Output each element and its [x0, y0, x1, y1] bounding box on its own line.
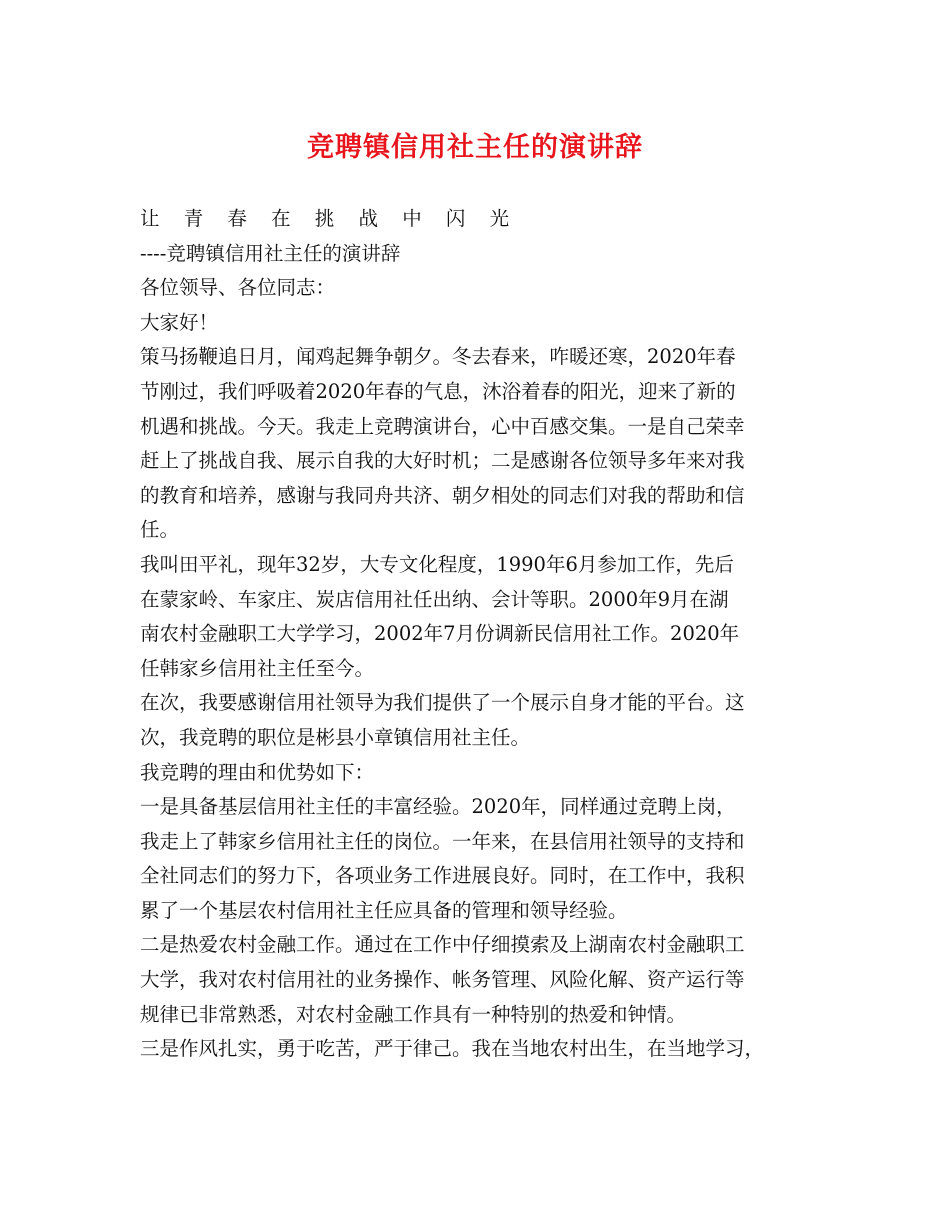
paragraph-line: 机遇和挑战。今天。我走上竞聘演讲台，心中百感交集。一是自己荣幸	[140, 414, 745, 438]
paragraph-line: 二是热爱农村金融工作。通过在工作中仔细摸索及上湖南农村金融职工	[140, 933, 745, 957]
paragraph-line: 在次，我要感谢信用社领导为我们提供了一个展示自身才能的平台。这	[140, 691, 745, 715]
speech-subheading: ----竞聘镇信用社主任的演讲辞	[140, 241, 401, 265]
document-title: 竞聘镇信用社主任的演讲辞	[307, 132, 643, 163]
paragraph-line: 规律已非常熟悉，对农村金融工作具有一种特别的热爱和钟情。	[140, 1002, 687, 1026]
paragraph-line: 各位领导、各位同志：	[140, 276, 336, 300]
paragraph-line: 任。	[140, 518, 180, 542]
paragraph-line: 我竞聘的理由和优势如下：	[140, 760, 375, 784]
paragraph-line: 我叫田平礼，现年32岁，大专文化程度，1990年6月参加工作，先后	[140, 552, 734, 576]
paragraph-line: 策马扬鞭追日月，闻鸡起舞争朝夕。冬去春来，咋暖还寒，2020年春	[140, 345, 736, 369]
paragraph-line: 一是具备基层信用社主任的丰富经验。2020年，同样通过竞聘上岗，	[140, 795, 736, 819]
paragraph-line: 任韩家乡信用社主任至今。	[140, 656, 375, 680]
paragraph-line: 我走上了韩家乡信用社主任的岗位。一年来，在县信用社领导的支持和	[140, 829, 745, 853]
paragraph-line: 节刚过，我们呼吸着2020年春的气息，沐浴着春的阳光，迎来了新的	[140, 379, 736, 403]
paragraph-line: 南农村金融职工大学学习，2002年7月份调新民信用社工作。2020年	[140, 622, 740, 646]
paragraph-line: 赶上了挑战自我、展示自我的大好时机；二是感谢各位领导多年来对我	[140, 449, 745, 473]
paragraph-line: 大学，我对农村信用社的业务操作、帐务管理、风险化解、资产运行等	[140, 968, 745, 992]
paragraph-line: 累了一个基层农村信用社主任应具备的管理和领导经验。	[140, 898, 628, 922]
paragraph-line: 大家好！	[140, 310, 219, 334]
speech-heading: 让 青 春 在 挑 战 中 闪 光	[140, 207, 519, 230]
paragraph-line: 次，我竞聘的职位是彬县小章镇信用社主任。	[140, 725, 531, 749]
paragraph-line: 在蒙家岭、车家庄、炭店信用社任出纳、会计等职。2000年9月在湖	[140, 587, 729, 611]
paragraph-line: 的教育和培养，感谢与我同舟共济、朝夕相处的同志们对我的帮助和信	[140, 483, 745, 507]
document-body	[140, 202, 830, 1067]
paragraph-line: 三是作风扎实，勇于吃苦，严于律己。我在当地农村出生，在当地学习，	[140, 1037, 765, 1061]
paragraph-line: 全社同志们的努力下，各项业务工作进展良好。同时，在工作中，我积	[140, 864, 745, 888]
